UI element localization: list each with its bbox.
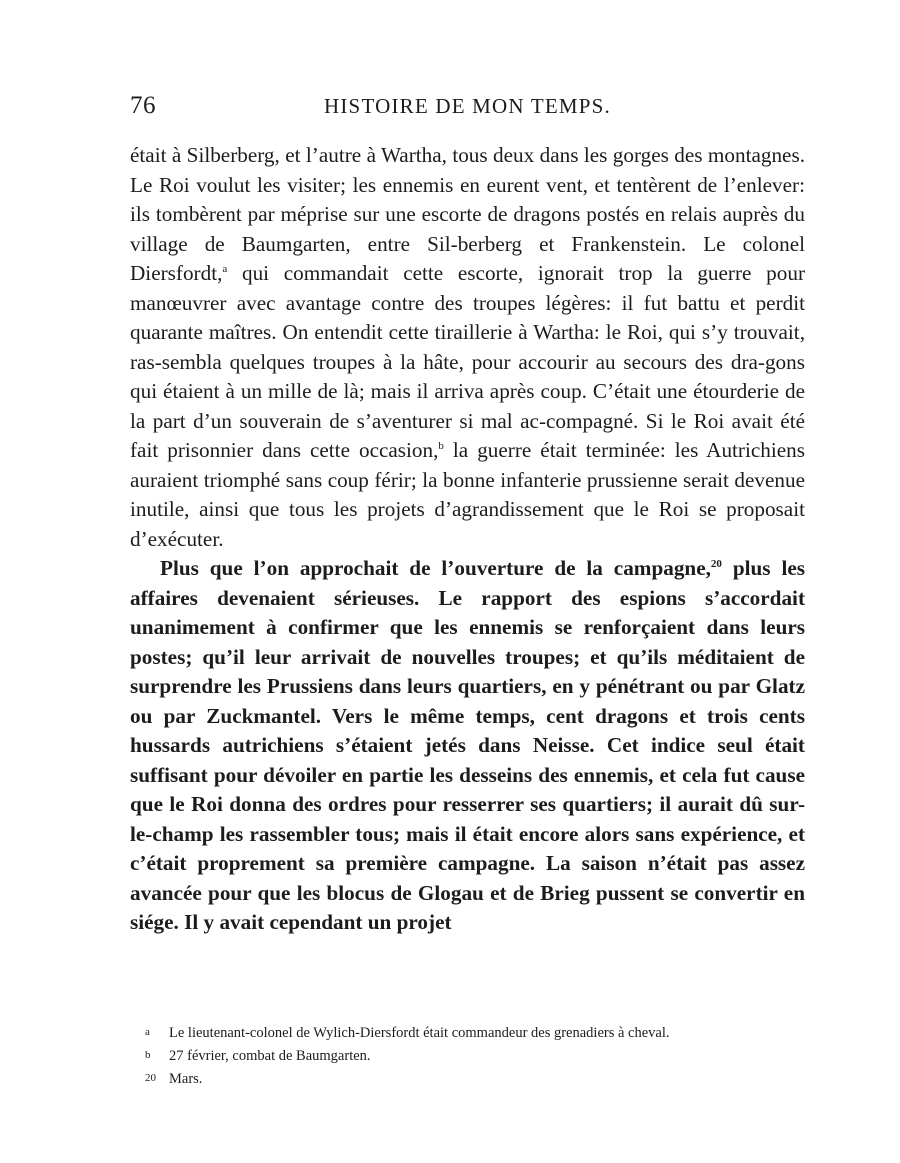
footnote-b	[145, 1045, 805, 1068]
page-header	[130, 92, 805, 128]
footnote-mark: 20	[145, 1072, 156, 1084]
paragraph-2-text-a: Plus que l’on approchait de l’ouverture de la campagne,	[160, 556, 711, 580]
footnote-text: 27 février, combat de Baumgarten.	[169, 1048, 371, 1064]
paragraph-2	[130, 554, 805, 938]
footnotes	[145, 1022, 805, 1091]
paragraph-1-text-b: qui commandait cette escorte, ignorait trop la guerre pour manœuvrer avec avantage contre des troupes légères: il fut battu et perdit quarante maîtres. On entendit cette tiraillerie à Wartha: le Roi, qui s’y trouvait, ras-sembla quelques troupes à la hâte, pour accourir au secours des dra-gons qui étaient à un mille de là; mais il arriva après coup. C’était une étourderie de la part d’un souverain de s’aventurer si mal ac-compagné. Si le Roi avait été fait prisonnier dans cette occasion,	[130, 261, 805, 462]
body-text	[130, 141, 805, 938]
paragraph-2-text-b: plus les affaires devenaient sérieuses. Le rapport des espions s’accordait unanimement à confirmer que les ennemis se renforçaient dans leurs postes; qu’il leur arrivait de nouvelles troupes; et qu’ils méditaient de surprendre les Prussiens dans leurs quartiers, en y pénétrant ou par Glatz ou par Zuckmantel. Vers le même temps, cent dragons et trois cents hussards autrichiens s’étaient jetés dans Neisse. Cet indice seul était suffisant pour dévoiler en partie les desseins des ennemis, et cela fut cause que le Roi donna des ordres pour resserrer ses quartiers; il aurait dû sur-le-champ les rassembler tous; mais il était encore alors sans expérience, et c’était proprement sa première campagne. La saison n’était pas assez avancée pour que les blocus de Glogau et de Brieg pussent se convertir en siége. Il y avait cependant un projet	[130, 556, 805, 934]
footnote-text: Mars.	[169, 1071, 203, 1087]
paragraph-1-text-c: la guerre était terminée: les Autrichiens auraient triomphé sans coup férir; la bonne infanterie prussienne serait devenue inutile, ainsi que tous les projets d’agrandissement que le Roi se proposait d’exécuter.	[130, 438, 805, 551]
footnote-text: Le lieutenant-colonel de Wylich-Diersfordt était commandeur des grenadiers à cheval.	[169, 1025, 670, 1041]
page-number: 76	[130, 92, 156, 119]
footnote-a	[145, 1022, 805, 1045]
footnote-mark: a	[145, 1026, 150, 1038]
footnote-mark: b	[145, 1049, 151, 1061]
running-head: HISTOIRE DE MON TEMPS.	[324, 94, 611, 118]
paragraph-1-text-a: était à Silberberg, et l’autre à Wartha, tous deux dans les gorges des montagnes. Le Roi voulut les visiter; les ennemis en eurent vent, et tentèrent de l’enlever: ils tombèrent par méprise sur une escorte de dragons postés en relais auprès du village de Baumgarten, entre Sil-berberg et Frankenstein. Le colonel Diersfordt,	[130, 143, 805, 285]
footnote-ref-20: 20	[710, 558, 722, 570]
paragraph-1	[130, 141, 805, 554]
footnote-ref-a: a	[222, 263, 228, 275]
footnote-ref-b: b	[438, 440, 444, 452]
footnote-20	[145, 1068, 805, 1091]
